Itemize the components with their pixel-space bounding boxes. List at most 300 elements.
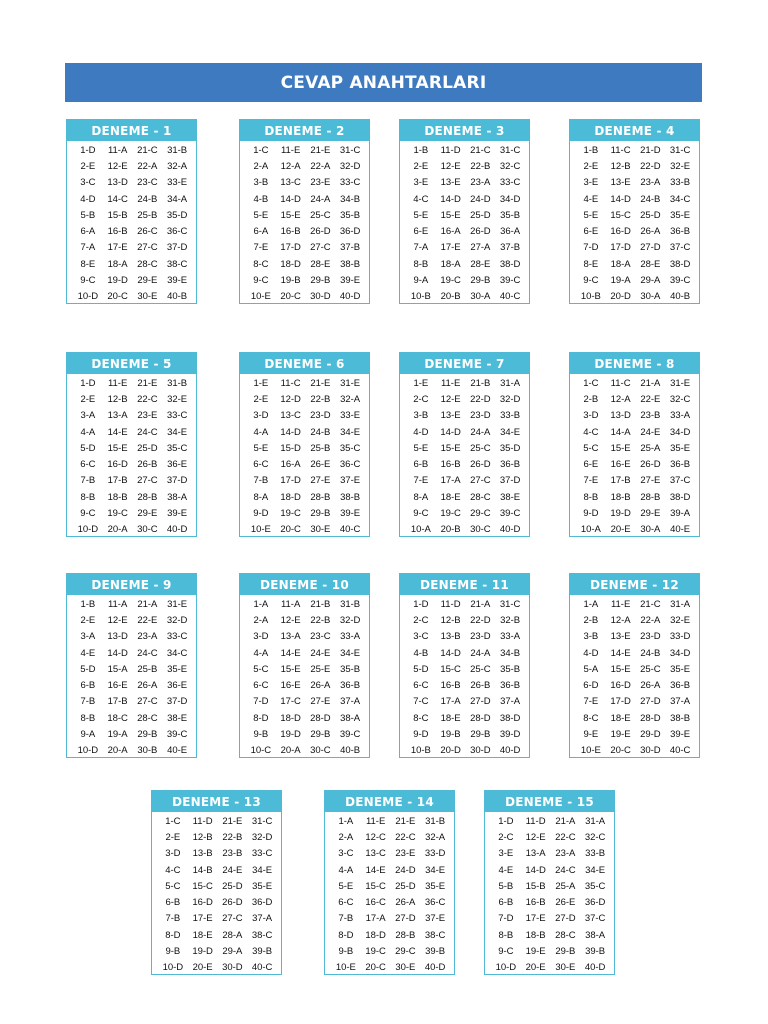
- answer-list: [570, 141, 699, 305]
- answer-item: 10-B: [410, 745, 431, 757]
- answer-item: 14-E: [610, 647, 631, 659]
- answer-item: 6-C: [253, 680, 269, 692]
- answer-item: 25-C: [310, 209, 331, 221]
- answer-item: 5-E: [253, 209, 269, 221]
- answer-key-box: [66, 352, 197, 537]
- answer-item: 23-A: [137, 631, 158, 643]
- answer-item: 34-C: [166, 647, 188, 659]
- answer-item: 4-E: [498, 864, 514, 876]
- answer-item: 23-D: [640, 631, 661, 643]
- answer-item: 39-E: [670, 729, 691, 741]
- answer-item: 5-D: [80, 663, 96, 675]
- answer-item: 4-D: [583, 647, 599, 659]
- answer-item: 37-B: [500, 242, 521, 254]
- answer-item: 11-D: [440, 144, 461, 156]
- answer-item: 4-C: [165, 864, 181, 876]
- answer-item: 6-E: [583, 226, 599, 238]
- answer-item: 18-E: [192, 929, 213, 941]
- answer-item: 1-D: [413, 598, 429, 610]
- answer-item: 13-E: [440, 177, 461, 189]
- answer-item: 38-C: [424, 929, 446, 941]
- answer-item: 18-B: [107, 491, 128, 503]
- answer-item: 31-B: [340, 598, 361, 610]
- answer-item: 15-C: [440, 663, 461, 675]
- answer-item: 19-A: [107, 729, 128, 741]
- answer-item: 20-C: [280, 291, 301, 303]
- answer-item: 10-D: [77, 524, 99, 536]
- answer-key-box: [569, 573, 700, 758]
- answer-item: 34-E: [585, 864, 606, 876]
- answer-item: 21-C: [640, 598, 661, 610]
- answer-item: 35-E: [252, 880, 273, 892]
- answer-item: 18-E: [610, 712, 631, 724]
- answer-item: 34-B: [340, 193, 361, 205]
- answer-key-box: [399, 119, 530, 304]
- answer-item: 35-E: [670, 209, 691, 221]
- answer-item: 26-D: [222, 897, 243, 909]
- answer-item: 21-B: [310, 598, 331, 610]
- answer-item: 2-A: [253, 614, 269, 626]
- answer-item: 31-C: [499, 598, 521, 610]
- answer-item: 1-B: [583, 144, 599, 156]
- answer-item: 12-B: [192, 831, 213, 843]
- answer-item: 15-E: [440, 209, 461, 221]
- answer-item: 23-B: [222, 848, 243, 860]
- answer-item: 13-D: [610, 410, 631, 422]
- answer-item: 35-C: [339, 442, 361, 454]
- answer-item: 40-D: [424, 962, 446, 974]
- answer-item: 17-B: [610, 475, 631, 487]
- answer-item: 37-C: [669, 242, 691, 254]
- answer-item: 31-C: [499, 144, 521, 156]
- answer-item: 1-D: [80, 144, 96, 156]
- answer-item: 29-B: [310, 275, 331, 287]
- answer-item: 16-B: [440, 459, 461, 471]
- answer-item: 21-E: [310, 377, 331, 389]
- answer-item: 4-D: [413, 426, 429, 438]
- answer-item: 21-A: [555, 815, 576, 827]
- answer-item: 29-C: [470, 508, 491, 520]
- answer-item: 8-C: [413, 712, 429, 724]
- answer-item: 38-B: [670, 712, 691, 724]
- answer-item: 10-B: [410, 291, 431, 303]
- answer-item: 28-B: [310, 491, 331, 503]
- answer-item: 32-D: [339, 160, 361, 172]
- answer-item: 32-D: [251, 831, 273, 843]
- answer-item: 10-D: [495, 962, 517, 974]
- answer-item: 32-E: [670, 614, 691, 626]
- answer-item: 38-D: [499, 712, 521, 724]
- answer-item: 28-D: [470, 712, 491, 724]
- answer-item: 29-B: [470, 275, 491, 287]
- answer-item: 30-E: [137, 291, 158, 303]
- answer-item: 37-D: [166, 242, 188, 254]
- answer-item: 31-E: [340, 377, 361, 389]
- answer-item: 38-B: [340, 258, 361, 270]
- answer-item: 40-E: [670, 524, 691, 536]
- answer-item: 12-E: [440, 393, 461, 405]
- answer-item: 37-A: [670, 696, 691, 708]
- answer-item: 9-C: [413, 508, 429, 520]
- answer-item: 25-D: [222, 880, 243, 892]
- answer-item: 30-E: [395, 962, 416, 974]
- answer-item: 6-B: [413, 459, 429, 471]
- answer-item: 12-E: [440, 160, 461, 172]
- answer-item: 33-D: [669, 631, 691, 643]
- answer-item: 8-E: [583, 258, 599, 270]
- answer-item: 14-B: [192, 864, 213, 876]
- answer-item: 40-C: [251, 962, 273, 974]
- answer-item: 17-A: [365, 913, 386, 925]
- answer-item: 9-C: [253, 275, 269, 287]
- answer-item: 28-C: [137, 258, 158, 270]
- answer-item: 7-A: [413, 242, 429, 254]
- answer-item: 7-D: [498, 913, 514, 925]
- answer-item: 1-A: [253, 598, 269, 610]
- answer-item: 23-B: [640, 410, 661, 422]
- answer-list: [400, 595, 529, 759]
- answer-item: 23-A: [470, 177, 491, 189]
- answer-item: 37-A: [252, 913, 273, 925]
- answer-item: 36-B: [670, 226, 691, 238]
- answer-item: 9-D: [583, 508, 599, 520]
- answer-item: 31-C: [251, 815, 273, 827]
- answer-item: 11-E: [365, 815, 386, 827]
- answer-item: 40-C: [669, 745, 691, 757]
- answer-item: 14-D: [107, 647, 128, 659]
- answer-item: 28-C: [470, 491, 491, 503]
- answer-item: 14-E: [280, 647, 301, 659]
- answer-item: 27-D: [555, 913, 576, 925]
- answer-item: 7-B: [338, 913, 354, 925]
- answer-item: 35-B: [340, 663, 361, 675]
- page-title: CEVAP ANAHTARLARI: [280, 72, 487, 93]
- answer-item: 33-C: [166, 631, 188, 643]
- answer-item: 9-E: [583, 729, 599, 741]
- answer-item: 8-C: [583, 712, 599, 724]
- answer-item: 11-C: [280, 377, 301, 389]
- answer-item: 27-E: [310, 696, 331, 708]
- answer-item: 34-E: [340, 426, 361, 438]
- answer-item: 23-D: [310, 410, 331, 422]
- answer-item: 36-B: [500, 459, 521, 471]
- answer-item: 17-E: [440, 242, 461, 254]
- answer-item: 18-E: [440, 712, 461, 724]
- answer-item: 1-A: [583, 598, 599, 610]
- answer-item: 38-A: [585, 929, 606, 941]
- answer-item: 26-D: [470, 226, 491, 238]
- answer-item: 40-D: [584, 962, 606, 974]
- answer-item: 20-B: [440, 524, 461, 536]
- answer-item: 9-C: [80, 508, 96, 520]
- answer-item: 38-E: [167, 712, 188, 724]
- answer-list: [570, 374, 699, 538]
- answer-item: 6-C: [413, 680, 429, 692]
- answer-item: 9-C: [498, 946, 514, 958]
- answer-item: 27-C: [137, 475, 158, 487]
- answer-item: 18-D: [280, 258, 301, 270]
- answer-item: 25-D: [395, 880, 416, 892]
- answer-item: 10-D: [77, 745, 99, 757]
- box-title: DENEME - 12: [570, 574, 699, 595]
- answer-item: 24-A: [310, 193, 331, 205]
- answer-item: 2-A: [253, 160, 269, 172]
- answer-item: 2-C: [413, 393, 429, 405]
- answer-item: 7-C: [413, 696, 429, 708]
- answer-item: 29-E: [640, 508, 661, 520]
- answer-item: 31-B: [167, 144, 188, 156]
- answer-item: 17-E: [192, 913, 213, 925]
- answer-item: 37-B: [340, 242, 361, 254]
- answer-item: 25-B: [137, 663, 158, 675]
- box-title: DENEME - 14: [325, 791, 454, 812]
- answer-item: 23-A: [640, 177, 661, 189]
- answer-item: 15-D: [280, 442, 301, 454]
- box-title: DENEME - 10: [240, 574, 369, 595]
- answer-item: 39-E: [167, 508, 188, 520]
- answer-item: 20-C: [365, 962, 386, 974]
- answer-item: 21-C: [470, 144, 491, 156]
- answer-item: 8-B: [80, 712, 96, 724]
- answer-item: 1-B: [80, 598, 96, 610]
- answer-item: 24-C: [137, 647, 158, 659]
- answer-item: 14-E: [107, 426, 128, 438]
- answer-item: 22-B: [470, 160, 491, 172]
- answer-item: 34-E: [167, 426, 188, 438]
- answer-item: 13-A: [280, 631, 301, 643]
- answer-item: 36-C: [166, 226, 188, 238]
- answer-item: 12-E: [107, 614, 128, 626]
- answer-item: 22-A: [310, 160, 331, 172]
- answer-item: 16-E: [610, 459, 631, 471]
- answer-item: 28-C: [137, 712, 158, 724]
- answer-list: [570, 595, 699, 759]
- answer-item: 6-C: [253, 459, 269, 471]
- answer-item: 33-C: [339, 177, 361, 189]
- answer-item: 1-D: [80, 377, 96, 389]
- answer-item: 36-D: [339, 226, 361, 238]
- answer-item: 17-D: [280, 242, 301, 254]
- answer-item: 34-D: [499, 193, 521, 205]
- box-title: DENEME - 7: [400, 353, 529, 374]
- answer-item: 8-B: [413, 258, 429, 270]
- answer-item: 3-B: [583, 631, 599, 643]
- answer-item: 14-D: [440, 426, 461, 438]
- answer-item: 5-C: [583, 442, 599, 454]
- answer-item: 15-E: [107, 442, 128, 454]
- answer-item: 11-D: [440, 598, 461, 610]
- answer-item: 4-C: [413, 193, 429, 205]
- answer-item: 21-A: [640, 377, 661, 389]
- answer-item: 13-C: [280, 410, 301, 422]
- answer-item: 14-E: [365, 864, 386, 876]
- answer-item: 4-A: [253, 426, 269, 438]
- answer-item: 38-A: [167, 491, 188, 503]
- answer-item: 4-E: [583, 193, 599, 205]
- answer-item: 5-E: [413, 209, 429, 221]
- answer-item: 24-C: [137, 426, 158, 438]
- answer-item: 16-B: [440, 680, 461, 692]
- answer-item: 20-D: [610, 291, 631, 303]
- answer-item: 7-A: [80, 242, 96, 254]
- answer-key-box: [66, 119, 197, 304]
- answer-item: 23-C: [137, 177, 158, 189]
- answer-item: 8-E: [80, 258, 96, 270]
- box-title: DENEME - 2: [240, 120, 369, 141]
- answer-item: 8-A: [253, 491, 269, 503]
- answer-item: 28-E: [640, 258, 661, 270]
- answer-item: 36-E: [167, 459, 188, 471]
- answer-item: 21-C: [137, 144, 158, 156]
- answer-item: 25-D: [640, 209, 661, 221]
- answer-item: 36-E: [167, 680, 188, 692]
- answer-item: 5-C: [165, 880, 181, 892]
- answer-item: 28-B: [395, 929, 416, 941]
- answer-item: 11-C: [610, 377, 631, 389]
- box-title: DENEME - 6: [240, 353, 369, 374]
- answer-item: 15-E: [280, 663, 301, 675]
- answer-item: 38-D: [669, 491, 691, 503]
- answer-item: 13-E: [610, 631, 631, 643]
- answer-item: 32-A: [340, 393, 361, 405]
- answer-item: 18-D: [280, 491, 301, 503]
- answer-item: 19-C: [280, 508, 301, 520]
- answer-item: 7-B: [80, 696, 96, 708]
- answer-item: 33-E: [167, 177, 188, 189]
- box-title: DENEME - 13: [152, 791, 281, 812]
- answer-key-box: [484, 790, 615, 975]
- answer-item: 1-C: [165, 815, 181, 827]
- answer-item: 2-E: [253, 393, 269, 405]
- answer-item: 38-C: [166, 258, 188, 270]
- answer-item: 23-C: [310, 631, 331, 643]
- answer-item: 8-B: [498, 929, 514, 941]
- answer-item: 3-C: [80, 177, 96, 189]
- answer-item: 32-E: [167, 393, 188, 405]
- answer-item: 4-B: [413, 647, 429, 659]
- answer-item: 33-A: [340, 631, 361, 643]
- answer-item: 3-B: [253, 177, 269, 189]
- answer-item: 2-C: [498, 831, 514, 843]
- answer-item: 7-B: [80, 475, 96, 487]
- answer-item: 18-D: [365, 929, 386, 941]
- answer-item: 17-D: [610, 242, 631, 254]
- answer-item: 20-C: [280, 524, 301, 536]
- answer-item: 26-C: [137, 226, 158, 238]
- answer-item: 28-E: [470, 258, 491, 270]
- answer-item: 40-B: [670, 291, 691, 303]
- answer-item: 33-C: [251, 848, 273, 860]
- answer-item: 27-D: [640, 696, 661, 708]
- answer-item: 29-B: [555, 946, 576, 958]
- answer-item: 16-D: [610, 226, 631, 238]
- answer-item: 23-E: [137, 410, 158, 422]
- answer-item: 26-B: [137, 459, 158, 471]
- answer-list: [240, 595, 369, 759]
- answer-item: 13-D: [107, 631, 128, 643]
- answer-item: 31-B: [167, 377, 188, 389]
- answer-item: 12-B: [107, 393, 128, 405]
- answer-item: 24-E: [222, 864, 243, 876]
- answer-key-box: [239, 119, 370, 304]
- answer-item: 3-C: [413, 631, 429, 643]
- answer-item: 33-C: [166, 410, 188, 422]
- answer-item: 28-B: [640, 491, 661, 503]
- answer-item: 38-D: [499, 258, 521, 270]
- answer-item: 39-B: [585, 946, 606, 958]
- answer-item: 29-A: [222, 946, 243, 958]
- answer-item: 15-B: [107, 209, 128, 221]
- answer-item: 18-A: [440, 258, 461, 270]
- answer-item: 32-D: [339, 614, 361, 626]
- answer-item: 4-A: [253, 647, 269, 659]
- answer-item: 13-C: [365, 848, 386, 860]
- answer-list: [400, 374, 529, 538]
- answer-item: 31-A: [500, 377, 521, 389]
- box-title: DENEME - 8: [570, 353, 699, 374]
- answer-item: 7-B: [165, 913, 181, 925]
- answer-item: 5-A: [583, 663, 599, 675]
- answer-item: 31-E: [167, 598, 188, 610]
- box-title: DENEME - 9: [67, 574, 196, 595]
- answer-item: 35-B: [500, 209, 521, 221]
- answer-item: 34-C: [669, 193, 691, 205]
- answer-item: 12-D: [280, 393, 301, 405]
- answer-item: 18-B: [610, 491, 631, 503]
- answer-item: 11-E: [440, 377, 461, 389]
- answer-list: [67, 595, 196, 759]
- answer-item: 34-B: [500, 647, 521, 659]
- answer-item: 7-B: [253, 475, 269, 487]
- answer-item: 1-C: [253, 144, 269, 156]
- answer-key-box: [569, 352, 700, 537]
- answer-item: 33-D: [424, 848, 446, 860]
- answer-item: 5-D: [413, 663, 429, 675]
- answer-item: 3-A: [80, 631, 96, 643]
- answer-item: 10-C: [250, 745, 272, 757]
- answer-item: 26-B: [470, 680, 491, 692]
- answer-item: 15-B: [525, 880, 546, 892]
- answer-item: 37-A: [500, 696, 521, 708]
- answer-item: 1-B: [413, 144, 429, 156]
- answer-item: 8-D: [338, 929, 354, 941]
- answer-item: 12-E: [525, 831, 546, 843]
- answer-item: 3-D: [253, 631, 269, 643]
- answer-item: 10-D: [77, 291, 99, 303]
- answer-item: 9-B: [253, 729, 269, 741]
- answer-item: 26-D: [640, 459, 661, 471]
- answer-item: 4-C: [583, 426, 599, 438]
- answer-item: 8-D: [253, 712, 269, 724]
- answer-item: 17-E: [107, 242, 128, 254]
- answer-item: 6-E: [413, 226, 429, 238]
- answer-item: 11-A: [107, 598, 128, 610]
- answer-item: 12-A: [610, 393, 631, 405]
- answer-item: 23-D: [470, 631, 491, 643]
- answer-item: 17-A: [440, 696, 461, 708]
- answer-item: 36-C: [339, 459, 361, 471]
- answer-item: 21-E: [310, 144, 331, 156]
- answer-item: 14-D: [280, 193, 301, 205]
- answer-item: 27-C: [137, 696, 158, 708]
- answer-item: 40-E: [167, 745, 188, 757]
- answer-item: 3-C: [338, 848, 354, 860]
- answer-item: 10-A: [410, 524, 431, 536]
- answer-item: 32-D: [499, 393, 521, 405]
- answer-item: 4-B: [253, 193, 269, 205]
- answer-item: 14-A: [610, 426, 631, 438]
- answer-item: 35-E: [670, 442, 691, 454]
